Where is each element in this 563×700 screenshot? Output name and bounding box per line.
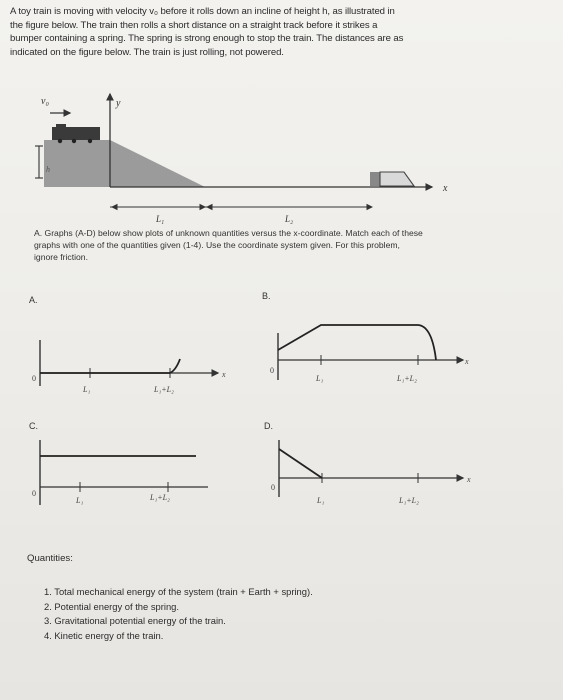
graph-D-axis-label: x bbox=[467, 475, 471, 484]
graph-B-origin: 0 bbox=[270, 366, 274, 375]
v0-label: v₀ bbox=[41, 96, 49, 107]
graph-D-tick-L1L2: L₁+L₂ bbox=[399, 496, 419, 505]
graph-B-curve bbox=[278, 325, 436, 360]
graph-C-origin: 0 bbox=[32, 489, 36, 498]
graph-A-axis-label: x bbox=[222, 370, 226, 379]
toy-train bbox=[52, 127, 100, 140]
bumper-block bbox=[380, 172, 414, 186]
y-axis-label: y bbox=[116, 98, 121, 109]
part-a-instructions bbox=[34, 227, 534, 263]
quantity-item-4: 4. Kinetic energy of the train. bbox=[44, 629, 164, 641]
intro-line-3: bumper containing a spring. The spring is strong enough to stop the train. The distances are as bbox=[10, 33, 404, 44]
graph-D bbox=[271, 440, 471, 505]
quantities-list bbox=[44, 585, 313, 643]
graph-A-tick-L1: L₁ bbox=[83, 385, 91, 394]
intro-line-2: the figure below. The train then rolls a short distance on a straight track before it strikes a bbox=[10, 19, 378, 31]
h-label: h bbox=[46, 165, 50, 174]
quantity-item-2: 2. Potential energy of the spring. bbox=[44, 600, 179, 612]
incline-ramp bbox=[44, 140, 205, 187]
graph-D-title: D. bbox=[264, 421, 273, 431]
graph-A bbox=[32, 340, 226, 394]
part-a-line-2: graphs with one of the quantities given (1-4). Use the coordinate system given. For this problem, bbox=[34, 240, 400, 250]
L1-label: L₁ bbox=[156, 214, 165, 224]
graph-B-tick-L1L2: L₁+L₂ bbox=[397, 374, 417, 383]
quantity-item-3: 3. Gravitational potential energy of the train. bbox=[44, 615, 226, 626]
graph-C-tick-L1: L₁ bbox=[76, 496, 84, 505]
graph-C-title: C. bbox=[29, 421, 38, 431]
graph-A-tick-L1L2: L₁+L₂ bbox=[154, 385, 174, 394]
part-a-line-1: A. Graphs (A-D) below show plots of unknown quantities versus the x-coordinate. Match each of these bbox=[34, 228, 423, 238]
spring-bumper bbox=[370, 172, 380, 186]
graph-B-tick-L1: L₁ bbox=[316, 374, 324, 383]
graph-D-origin: 0 bbox=[271, 483, 275, 492]
quantities-title: Quantities: bbox=[27, 553, 73, 564]
graph-A-origin: 0 bbox=[32, 374, 36, 383]
L2-label: L₂ bbox=[285, 214, 294, 224]
graph-D-curve bbox=[279, 449, 322, 478]
graph-A-curve bbox=[40, 359, 180, 373]
intro-line-4: indicated on the figure below. The train is just rolling, not powered. bbox=[10, 46, 284, 58]
graph-B-title: B. bbox=[262, 291, 271, 301]
x-axis-label: x bbox=[443, 183, 448, 194]
graph-A-title: A. bbox=[29, 295, 38, 305]
graph-D-tick-L1: L₁ bbox=[317, 496, 325, 505]
part-a-line-3: ignore friction. bbox=[34, 252, 88, 262]
quantity-item-1: 1. Total mechanical energy of the system (train + Earth + spring). bbox=[44, 586, 313, 597]
intro-line-1: A toy train is moving with velocity v₀ before it rolls down an incline of height h, as illustrated in bbox=[10, 6, 395, 17]
graph-B bbox=[270, 325, 469, 383]
graph-C-tick-L1L2: L₁+L₂ bbox=[150, 493, 170, 502]
graph-C bbox=[32, 440, 208, 505]
graph-B-axis-label: x bbox=[465, 357, 469, 366]
